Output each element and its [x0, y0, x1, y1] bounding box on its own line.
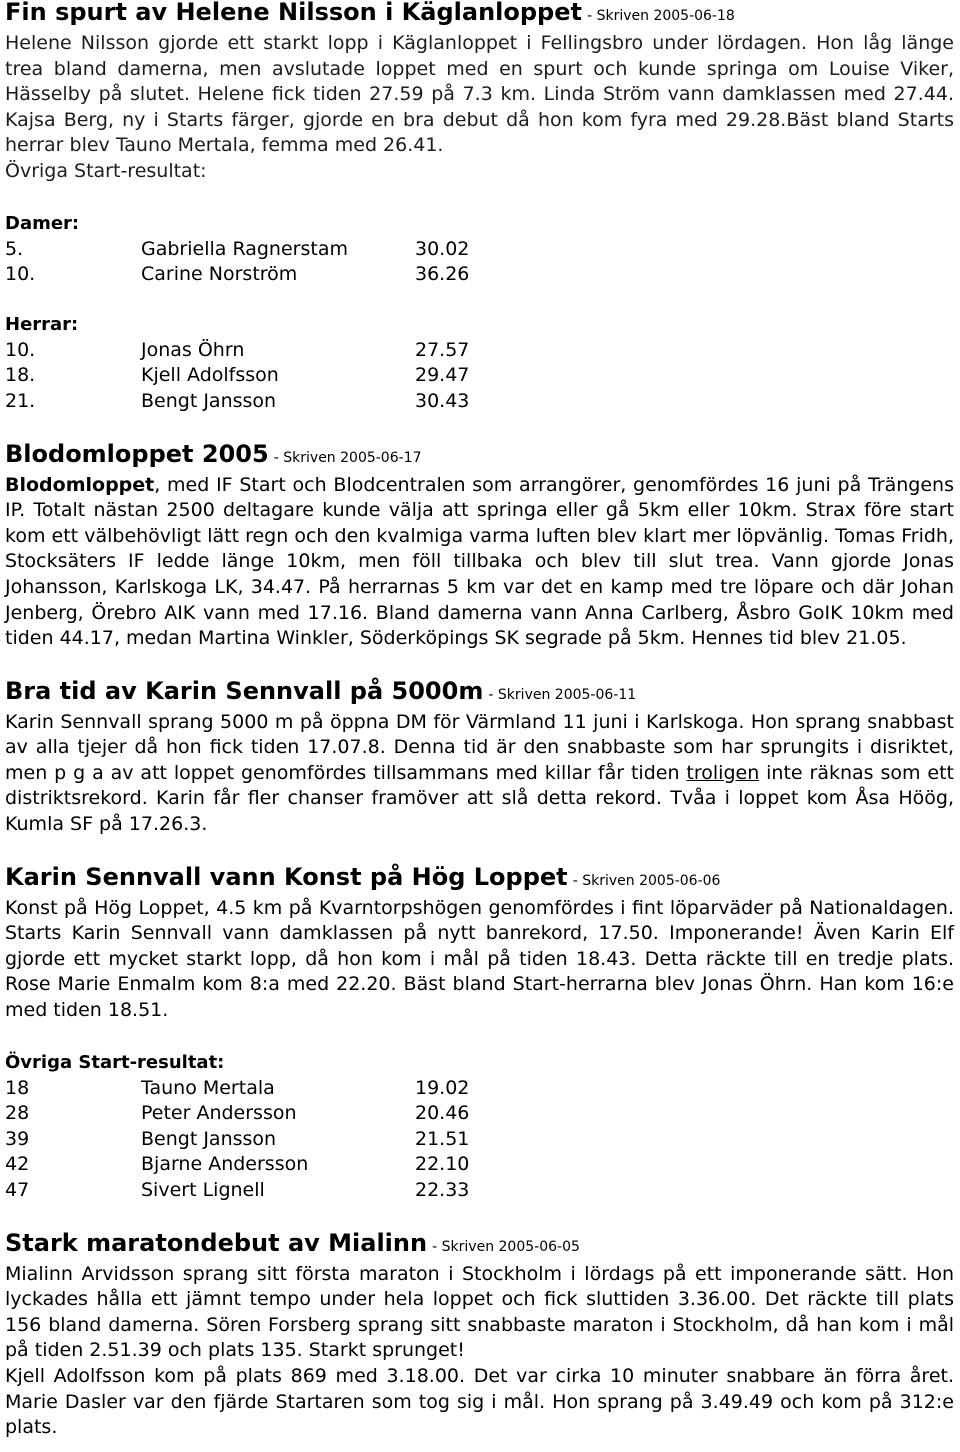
article-date: - Skriven 2005-06-18 [587, 8, 735, 24]
article-karin-5000m [5, 676, 954, 838]
article-maraton-mialinn [5, 1228, 954, 1441]
article-date: - Skriven 2005-06-06 [572, 872, 721, 889]
result-name: Bjarne Andersson [141, 1153, 309, 1176]
result-time: 36.26 [415, 263, 470, 286]
result-name: Jonas Öhrn [141, 338, 245, 361]
result-time: 22.33 [415, 1179, 470, 1201]
result-name: Sivert Lignell [141, 1179, 265, 1201]
result-name: Kjell Adolfsson [141, 364, 279, 387]
article-body-text: , med IF Start och Blodcentralen som arrangörer, genomfördes 16 juni på Trängens IP. Totalt nästan 2500 deltagare kunde välja att springa eller gå 5km eller 10km. Strax före start kom ett välbehövligt lätt regn och den kvalmiga varma luften blev klart mer löpvänlig. Tomas Fridh, Stocksäters IF ledde länge 10km, men föll tillbaka och blev till slut trea. Vann gjorde Jonas Johansson, Karlskoga LK, 34.47. På herrarnas 5 km var det en kamp med tre löpare och där Johan Jenberg, Örebro AIK vann med 17.16. Bland damerna vann Anna Carlberg, Åsbro GoIK 10km med tiden 44.17, medan Martina Winkler, Söderköpings SK segrade på 5km. Hennes tid blev 21.05. [5, 473, 954, 650]
result-time: 29.47 [415, 364, 470, 387]
result-place: 10. [5, 263, 36, 286]
results-table [5, 1076, 469, 1204]
result-time: 21.51 [415, 1127, 470, 1150]
table-row [5, 389, 469, 415]
result-name: Bengt Jansson [141, 389, 277, 412]
women-heading: Damer: [5, 212, 80, 234]
article-header [5, 862, 954, 896]
result-time: 27.57 [415, 338, 470, 361]
article-header [5, 439, 954, 473]
article-blodomloppet [5, 439, 954, 652]
spacer [5, 1024, 954, 1050]
article-body: Helene Nilsson gjorde ett starkt lopp i Käglanloppet i Fellingsbro under lördagen. Hon låg länge trea bland damerna, men avslutade loppet med en spurt och kunde springa om Louise Viker, Hässelby på slutet. Helene fick tiden 27.59 på 7.3 km. Linda Ström vann damklassen med 27.44. Kajsa Berg, ny i Starts färger, gjorde en bra debut då hon kom fyra med 29.28.Bäst bland Starts herrar blev Tauno Mertala, femma med 26.41. [5, 32, 954, 157]
article-header [5, 0, 954, 31]
article-title[interactable]: Stark maratondebut av Mialinn [5, 1228, 428, 1257]
article-header [5, 1228, 954, 1262]
article-body [5, 710, 954, 838]
result-place: 18. [5, 364, 36, 387]
result-time: 30.43 [415, 389, 470, 412]
result-name: Gabriella Ragnerstam [141, 237, 348, 260]
results-heading: Övriga Start-resultat: [5, 1051, 225, 1073]
article-body-text: Karin Sennvall sprang 5000 m på öppna DM för Värmland 11 juni i Karlskoga. Hon sprang snabbast av alla tjejer då hon fick tiden 17.07.8. Denna tid är den snabbaste som har sprungits i disriktet, men p g a av att loppet genomfördes tillsammans med killar får tiden [5, 710, 954, 784]
result-place: 28 [5, 1102, 30, 1125]
result-name: Tauno Mertala [141, 1076, 275, 1099]
result-name: Peter Andersson [141, 1102, 297, 1125]
result-place: 18 [5, 1076, 30, 1099]
article-date: - Skriven 2005-06-11 [488, 686, 637, 703]
spacer [5, 185, 954, 211]
men-heading: Herrar: [5, 313, 79, 335]
result-place: 42 [5, 1153, 30, 1176]
article-title[interactable]: Blodomloppet 2005 [5, 439, 269, 468]
result-name: Carine Norström [141, 263, 298, 286]
article-title[interactable]: Bra tid av Karin Sennvall på 5000m [5, 676, 484, 705]
men-results-table [5, 338, 469, 415]
article-lead: Blodomloppet [5, 473, 155, 496]
table-row [5, 1101, 469, 1127]
table-row [5, 262, 469, 288]
table-row [5, 338, 469, 364]
article-body-text: inte räknas som ett distriktsrekord. Karin får fler chanser framöver att slå detta rekord. Tvåa i loppet kom Åsa Höög, Kumla SF på 17.26.3. [5, 761, 955, 836]
article-body [5, 473, 954, 652]
article-date: - Skriven 2005-06-05 [432, 1238, 580, 1255]
article-kaglanloppet [5, 0, 954, 415]
article-body: Mialinn Arvidsson sprang sitt första maraton i Stockholm i lördags på ett imponerande sätt. Hon lyckades hålla ett jämnt tempo under hela loppet och fick sluttiden 3.36.00. Det räckte till plats 156 bland damerna. Sören Forsberg sprang sitt snabbaste maraton i Stockholm, då han kom i mål på tiden 2.51.39 och plats 135. Starkt sprunget! [5, 1262, 954, 1362]
women-results-table [5, 237, 469, 288]
result-time: 30.02 [415, 237, 470, 260]
article-body: Kjell Adolfsson kom på plats 869 med 3.18.00. Det var cirka 10 minuter snabbare än förra året. Marie Dasler var den fjärde Startaren som tog sig i mål. Hon sprang på 3.49.49 och kom på 312:e plats. [5, 1364, 954, 1439]
article-konst-pa-hog [5, 862, 954, 1204]
result-time: 22.10 [415, 1153, 470, 1176]
article-body: Konst på Hög Loppet, 4.5 km på Kvarntorpshögen genomfördes i fint löparväder på Nationaldagen. Starts Karin Sennvall vann damklassen på nytt banrekord, 17.50. Imponerande! Även Karin Elf gjorde ett mycket starkt lopp, då hon kom i mål på tiden 18.43. Detta räckte till en tredje plats. Rose Marie Enmalm kom 8:a med 22.20. Bäst bland Start-herrarna blev Jonas Öhrn. Han kom 16:e med tiden 18.51. [5, 896, 954, 1022]
article-header [5, 676, 954, 710]
result-place: 10. [5, 338, 36, 361]
article-title[interactable]: Fin spurt av Helene Nilsson i Käglanloppet [5, 0, 582, 26]
result-place: 21. [5, 389, 36, 412]
spacer [5, 288, 954, 312]
table-row [5, 1127, 469, 1153]
result-place: 39 [5, 1127, 30, 1150]
result-place: 47 [5, 1179, 30, 1201]
article-date: - Skriven 2005-06-17 [273, 449, 422, 466]
result-time: 20.46 [415, 1102, 470, 1125]
table-row [5, 1152, 469, 1178]
table-row [5, 1178, 469, 1204]
table-row [5, 1076, 469, 1102]
table-row [5, 363, 469, 389]
table-row [5, 237, 469, 263]
result-place: 5. [5, 237, 24, 260]
results-intro: Övriga Start-resultat: [5, 159, 207, 182]
result-name: Bengt Jansson [141, 1127, 277, 1150]
result-time: 19.02 [415, 1076, 470, 1099]
article-title[interactable]: Karin Sennvall vann Konst på Hög Loppet [5, 862, 568, 891]
underlined-word: troligen [686, 761, 760, 784]
